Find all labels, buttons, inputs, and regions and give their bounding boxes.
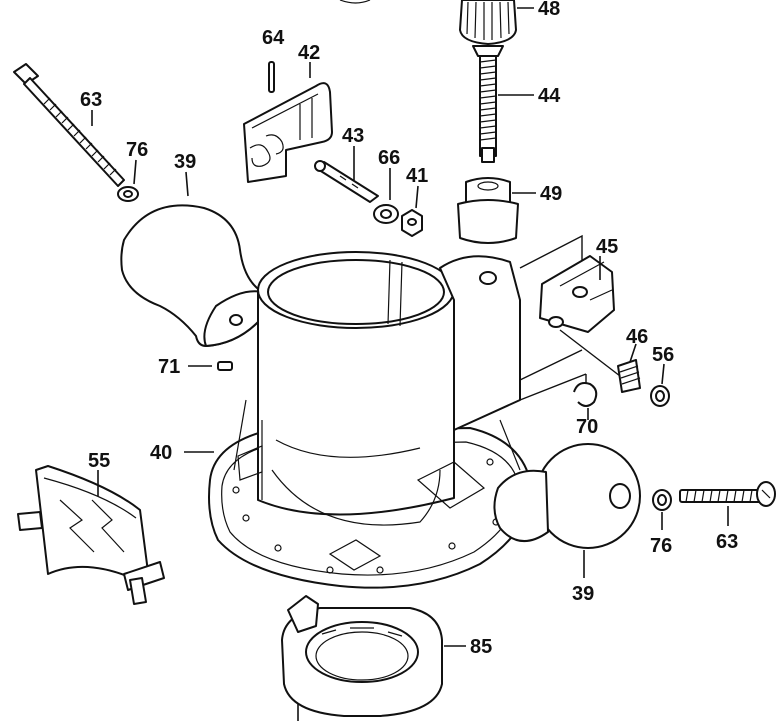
leader-41	[416, 186, 418, 208]
part-71-pin	[218, 362, 232, 370]
label-39-top: 39	[174, 151, 197, 173]
label-56: 56	[652, 344, 675, 366]
label-85: 85	[470, 636, 493, 658]
part-56-washer	[651, 386, 669, 406]
part-41-nut	[402, 210, 422, 236]
label-45: 45	[596, 236, 619, 258]
label-46: 46	[626, 326, 649, 348]
label-55: 55	[88, 450, 111, 472]
part-39-handle-left	[121, 205, 262, 346]
label-71: 71	[158, 356, 181, 378]
part-76-washer-right	[653, 490, 671, 510]
label-76-top: 76	[126, 139, 149, 161]
part-64-pin	[269, 62, 274, 92]
label-48: 48	[538, 0, 561, 20]
part-76-washer-top	[118, 187, 138, 201]
leader-39-top	[186, 172, 188, 196]
label-70: 70	[576, 416, 599, 438]
label-66: 66	[378, 147, 401, 169]
part-top-edge	[340, 0, 370, 3]
label-42: 42	[298, 42, 321, 64]
part-40-router-base	[209, 252, 530, 588]
label-49: 49	[540, 183, 563, 205]
part-48-knob	[460, 0, 516, 44]
part-49-collet	[458, 178, 518, 243]
label-41: 41	[406, 165, 429, 187]
label-63-top: 63	[80, 89, 103, 111]
label-40: 40	[150, 442, 173, 464]
part-63-bolt-right	[680, 482, 775, 506]
leader-56	[662, 364, 664, 384]
part-43-shaft	[315, 161, 378, 202]
leader-76-top	[134, 160, 136, 184]
part-66-washer	[374, 205, 398, 223]
label-64: 64	[262, 27, 285, 49]
part-63-bolt-top	[14, 64, 124, 186]
part-44-threaded-rod	[473, 46, 503, 162]
label-63-right: 63	[716, 531, 739, 553]
part-85-depth-ring	[282, 596, 442, 716]
label-43: 43	[342, 125, 365, 147]
label-44: 44	[538, 85, 561, 107]
label-39-right: 39	[572, 583, 595, 605]
part-55-chip-shield	[18, 466, 164, 604]
label-76-right: 76	[650, 535, 673, 557]
part-70-e-ring	[574, 383, 596, 406]
